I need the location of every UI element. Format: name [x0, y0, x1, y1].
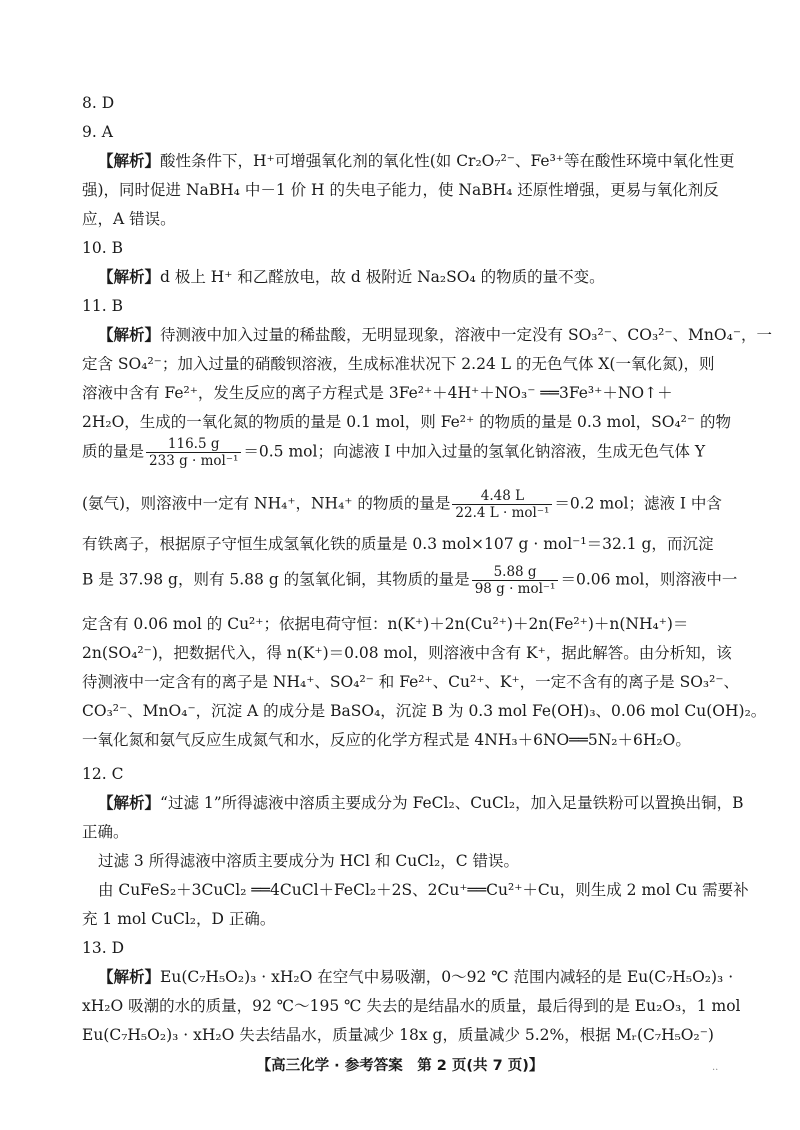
- explanation-13-line-2: xH₂O 吸潮的水的质量，92 ℃～195 ℃ 失去的是结晶水的质量，最后得到的是 Eu₂O₃，1 mol: [82, 997, 741, 1015]
- explanation-11-line-5: 质的量是 $\frac{116.5 g}{\text{233 g · mol⁻¹}}$ ＝0.5 mol；向滤液 Ⅰ 中加入过量的氢氧化钠溶液，生成无色气体 Y: [82, 436, 706, 469]
- answer-8: 8. D: [82, 94, 115, 112]
- answer-12: 12. C: [82, 765, 124, 783]
- answer-11: 11. B: [82, 297, 123, 315]
- explanation-9-line-1: 【解析】酸性条件下，H⁺可增强氧化剂的氧化性(如 Cr₂O₇²⁻、Fe³⁺等在酸性环境中氧化性更: [98, 152, 735, 170]
- explanation-13-line-3: Eu(C₇H₅O₂)₃ · xH₂O 失去结晶水，质量减少 18x g，质量减少 5.2%，根据 Mᵣ(C₇H₅O₂⁻): [82, 1026, 714, 1044]
- explanation-11-line-3: 溶液中含有 Fe²⁺，发生反应的离子方程式是 3Fe²⁺＋4H⁺＋NO₃⁻ ══3Fe³⁺＋NO↑＋: [82, 384, 673, 402]
- explanation-11-line-1: 【解析】待测液中加入过量的稀盐酸，无明显现象，溶液中一定没有 SO₃²⁻、CO₃²⁻、MnO₄⁻，一: [98, 326, 773, 344]
- explanation-11-line-9: 定含有 0.06 mol 的 Cu²⁺；依据电荷守恒：n(K⁺)＋2n(Cu²⁺)＋2n(Fe²⁺)＋n(NH₄⁺)＝: [82, 615, 689, 633]
- explanation-13-line-1: 【解析】Eu(C₇H₅O₂)₃ · xH₂O 在空气中易吸潮，0～92 ℃ 范围内减轻的是 Eu(C₇H₅O₂)₃ ·: [98, 968, 734, 986]
- explanation-12-line-2: 正确。: [82, 823, 129, 841]
- explanation-9-line-3: 应，A 错误。: [82, 210, 176, 228]
- explanation-11-line-12: CO₃²⁻、MnO₄⁻，沉淀 A 的成分是 BaSO₄，沉淀 B 为 0.3 mol Fe(OH)₃、0.06 mol Cu(OH)₂。: [82, 702, 767, 720]
- explanation-11-line-10: 2n(SO₄²⁻)，把数据代入，得 n(K⁺)＝0.08 mol，则溶液中含有 K⁺，据此解答。由分析知，该: [82, 644, 732, 662]
- explanation-11-line-2: 定含 SO₄²⁻；加入过量的硝酸钡溶液，生成标准状况下 2.24 L 的无色气体 X(一氧化氮)，则: [82, 355, 715, 373]
- fraction-sulfate-moles: $\frac{116.5 g}{\text{233 g · mol⁻¹}}$: [146, 436, 241, 469]
- explanation-label: 【解析】: [98, 794, 161, 812]
- fraction-ammonium-moles: $\frac{4.48 L}{\text{22.4 L · mol⁻¹}}$: [452, 488, 552, 521]
- answer-13: 13. D: [82, 939, 125, 957]
- fraction-copper-hydroxide-moles: $\frac{5.88 g}{\text{98 g · mol⁻¹}}$: [472, 564, 559, 597]
- explanation-11-line-8: B 是 37.98 g，则有 5.88 g 的氢氧化铜，其物质的量是 $\frac{5.88 g}{\text{98 g · mol⁻¹}}$ ＝0.06 mol，则溶液中一: [82, 564, 738, 597]
- page-footer: 【高三化学 · 参考答案 第 2 页(共 7 页)】: [256, 1058, 544, 1074]
- explanation-11-line-13: 一氧化氮和氨气反应生成氮气和水，反应的化学方程式是 4NH₃＋6NO══5N₂＋6H₂O。: [82, 731, 691, 749]
- explanation-9-line-2: 强)，同时促进 NaBH₄ 中－1 价 H 的失电子能力，使 NaBH₄ 还原性增强，更易与氧化剂反: [82, 181, 719, 199]
- explanation-12-line-5: 充 1 mol CuCl₂，D 正确。: [82, 910, 276, 928]
- explanation-label: 【解析】: [98, 268, 161, 286]
- explanation-11-line-11: 待测液中一定含有的离子是 NH₄⁺、SO₄²⁻ 和 Fe²⁺、Cu²⁺、K⁺，一定不含有的离子是 SO₃²⁻、: [82, 673, 740, 691]
- explanation-12-line-3: 过滤 3 所得滤液中溶质主要成分为 HCl 和 CuCl₂，C 错误。: [98, 852, 519, 870]
- explanation-11-line-6: (氨气)，则溶液中一定有 NH₄⁺，NH₄⁺ 的物质的量是 $\frac{4.48 L}{\text{22.4 L · mol⁻¹}}$ ＝0.2 mol；滤液 Ⅰ 中含: [82, 488, 722, 521]
- explanation-11-line-7: 有铁离子，根据原子守恒生成氢氧化铁的质量是 0.3 mol×107 g · mol⁻¹＝32.1 g，而沉淀: [82, 535, 714, 553]
- explanation-11-line-4: 2H₂O，生成的一氧化氮的物质的量是 0.1 mol，则 Fe²⁺ 的物质的量是 0.3 mol，SO₄²⁻ 的物: [82, 413, 731, 431]
- explanation-12-line-4: 由 CuFeS₂＋3CuCl₂ ══4CuCl＋FeCl₂＋2S、2Cu⁺══Cu²⁺＋Cu，则生成 2 mol Cu 需要补: [98, 881, 749, 899]
- explanation-label: 【解析】: [98, 968, 161, 986]
- explanation-label: 【解析】: [98, 152, 161, 170]
- explanation-label: 【解析】: [98, 326, 161, 344]
- answer-9: 9. A: [82, 123, 113, 141]
- answer-10: 10. B: [82, 239, 123, 257]
- explanation-12-line-1: 【解析】“过滤 1”所得滤液中溶质主要成分为 FeCl₂、CuCl₂，加入足量铁粉可以置换出铜，B: [98, 794, 744, 812]
- corner-mark: ..: [712, 1062, 719, 1073]
- explanation-10-line-1: 【解析】d 极上 H⁺ 和乙醛放电，故 d 极附近 Na₂SO₄ 的物质的量不变。: [98, 268, 605, 286]
